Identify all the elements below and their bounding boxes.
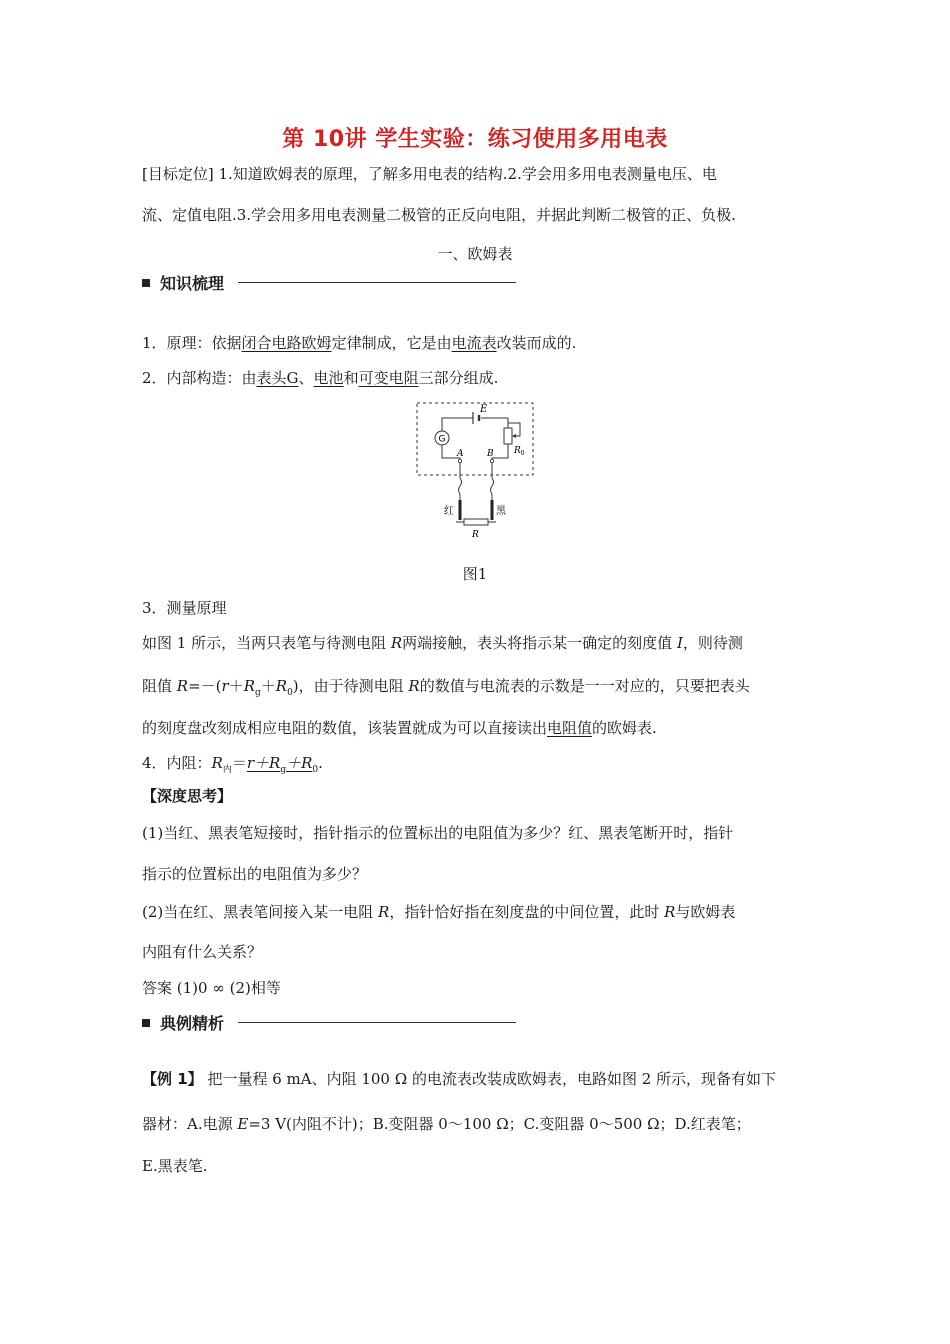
var-r0: R bbox=[275, 677, 288, 695]
item-4 bbox=[142, 753, 810, 780]
goals-line-1: [目标定位] 1.知道欧姆表的原理，了解多用电表的结构.2.学会用多用电表测量电压、电 bbox=[142, 165, 717, 183]
terminal-a-label: A bbox=[457, 449, 464, 459]
item-2 bbox=[142, 368, 810, 388]
item-2-text: 、 bbox=[298, 369, 314, 387]
text: )，由于待测电阻 bbox=[292, 677, 409, 695]
item-2-text: 三部分组成. bbox=[418, 369, 499, 387]
section-divider bbox=[238, 282, 516, 283]
deep-q1-line-1: (1)当红、黑表笔短接时，指针指示的位置标出的电阻值为多少？红、黑表笔断开时，指针 bbox=[142, 824, 734, 842]
item-3-line-3 bbox=[142, 718, 810, 738]
var-r: R bbox=[664, 903, 676, 921]
text: 把一量程 6 mA、内阻 100 Ω 的电流表改装成欧姆表，电路如图 2 所示，现备有如下 bbox=[202, 1070, 777, 1088]
section-examples-title: 典例精析 bbox=[160, 1014, 225, 1033]
deep-q2-line-1 bbox=[142, 902, 810, 922]
bullet-square-icon bbox=[142, 1019, 150, 1027]
text: =－( bbox=[188, 677, 222, 695]
var-r: R bbox=[378, 903, 390, 921]
item-3-line-1 bbox=[142, 633, 810, 653]
slider-arrow-icon bbox=[512, 434, 516, 438]
var-r: R bbox=[408, 677, 420, 695]
text: ，指针恰好指在刻度盘的中间位置，此时 bbox=[389, 903, 665, 921]
subscript: g bbox=[280, 765, 287, 775]
text: 与欧姆表 bbox=[675, 903, 736, 921]
terminal-a bbox=[458, 459, 461, 462]
black-probe-icon bbox=[491, 500, 494, 520]
formula: r＋R bbox=[246, 754, 281, 772]
var-i: I bbox=[676, 634, 683, 652]
example-line-1 bbox=[142, 1069, 810, 1089]
var-r: R bbox=[176, 677, 189, 695]
item-3-title: 3．测量原理 bbox=[142, 599, 227, 617]
text: ＋ bbox=[260, 677, 276, 695]
rheostat-icon bbox=[504, 428, 512, 444]
text: (2)当在红、黑表笔间接入某一电阻 bbox=[142, 903, 379, 921]
subscript: 0 bbox=[312, 765, 319, 775]
section-knowledge bbox=[142, 271, 516, 294]
example-line-2 bbox=[142, 1114, 810, 1134]
text: ＋ bbox=[228, 677, 244, 695]
emf-label: E bbox=[480, 404, 488, 415]
terminal-b-label: B bbox=[487, 449, 494, 459]
item-3-line-2 bbox=[142, 676, 810, 703]
wire bbox=[442, 418, 508, 438]
answer-underline: 闭合电路欧姆 bbox=[241, 334, 332, 352]
subscript: 0 bbox=[287, 688, 293, 698]
subscript: 内 bbox=[222, 765, 232, 775]
deep-answer: 答案 (1)0 ∞ (2)相等 bbox=[142, 979, 281, 997]
deep-think-title: 【深度思考】 bbox=[142, 787, 233, 805]
var-r: R bbox=[211, 754, 223, 772]
subtitle: 一、欧姆表 bbox=[437, 245, 513, 263]
page-title: 第 10讲 学生实验：练习使用多用电表 bbox=[282, 127, 668, 152]
text: =3 V(内阻不计)；B.变阻器 0～100 Ω；C.变阻器 0～500 Ω；D.红表笔； bbox=[248, 1115, 751, 1133]
goals-line-2: 流、定值电阻.3.学会用多用电表测量二极管的正反向电阻，并据此判断二极管的正、负极. bbox=[142, 206, 736, 224]
text: 器材：A.电源 bbox=[142, 1115, 238, 1133]
galvanometer-label: G bbox=[438, 434, 446, 445]
answer-underline: 可变电阻 bbox=[358, 369, 419, 387]
black-probe-label: 黑 bbox=[496, 506, 506, 517]
resistor-label: R bbox=[472, 530, 479, 540]
text: 的刻度盘改刻成相应电阻的数值，该装置就成为可以直接读出 bbox=[142, 719, 548, 737]
text: ＝ bbox=[231, 754, 247, 772]
dashed-enclosure bbox=[417, 403, 533, 475]
text: 如图 1 所示，当两只表笔与待测电阻 bbox=[142, 634, 391, 652]
item-2-text: 和 bbox=[343, 369, 359, 387]
answer-underline: 电流表 bbox=[451, 334, 497, 352]
text: 的欧姆表. bbox=[592, 719, 657, 737]
test-lead-black bbox=[491, 463, 494, 500]
formula: ＋R bbox=[286, 754, 313, 772]
answer-underline: 电阻值 bbox=[547, 719, 593, 737]
deep-q1-line-2: 指示的位置标出的电阻值为多少？ bbox=[142, 865, 368, 883]
resistor-icon bbox=[464, 519, 488, 525]
subscript: g bbox=[254, 688, 261, 698]
item-2-text: 2．内部构造：由 bbox=[142, 369, 257, 387]
section-divider bbox=[238, 1022, 516, 1023]
var-r-small: r bbox=[221, 677, 229, 695]
text: 两端接触，表头将指示某一确定的刻度值 bbox=[402, 634, 677, 652]
test-lead-red bbox=[459, 463, 462, 500]
section-knowledge-title: 知识梳理 bbox=[160, 274, 225, 293]
terminal-b bbox=[490, 459, 493, 462]
deep-q2-line-2: 内阻有什么关系？ bbox=[142, 943, 263, 961]
red-probe-label: 红 bbox=[444, 506, 454, 517]
example-label: 【例 1】 bbox=[142, 1070, 203, 1088]
example-line-3: E.黑表笔. bbox=[142, 1157, 208, 1175]
item-1-text: 1．原理：依据 bbox=[142, 334, 242, 352]
text: ，则待测 bbox=[682, 634, 743, 652]
answer-underline: 表头G bbox=[256, 369, 299, 387]
var-rg: R bbox=[243, 677, 255, 695]
text: 的数值与电流表的示数是一一对应的，只要把表头 bbox=[419, 677, 750, 695]
red-probe-icon bbox=[459, 500, 462, 520]
text: . bbox=[318, 754, 323, 772]
text: 阻值 bbox=[142, 677, 177, 695]
item-1 bbox=[142, 333, 810, 353]
bullet-square-icon bbox=[142, 279, 150, 287]
r0-label: $R_0$ bbox=[514, 446, 525, 457]
section-examples bbox=[142, 1011, 516, 1034]
answer-underline: 电池 bbox=[313, 369, 344, 387]
item-1-text: 定律制成，它是由 bbox=[331, 334, 452, 352]
circuit-diagram bbox=[400, 396, 550, 544]
var-e: E bbox=[237, 1115, 249, 1133]
wire bbox=[492, 444, 508, 460]
text: 4．内阻： bbox=[142, 754, 212, 772]
item-1-text: 改装而成的. bbox=[496, 334, 577, 352]
var-r: R bbox=[390, 634, 403, 652]
figure-caption: 图1 bbox=[462, 565, 488, 583]
answer-underline bbox=[246, 754, 319, 775]
